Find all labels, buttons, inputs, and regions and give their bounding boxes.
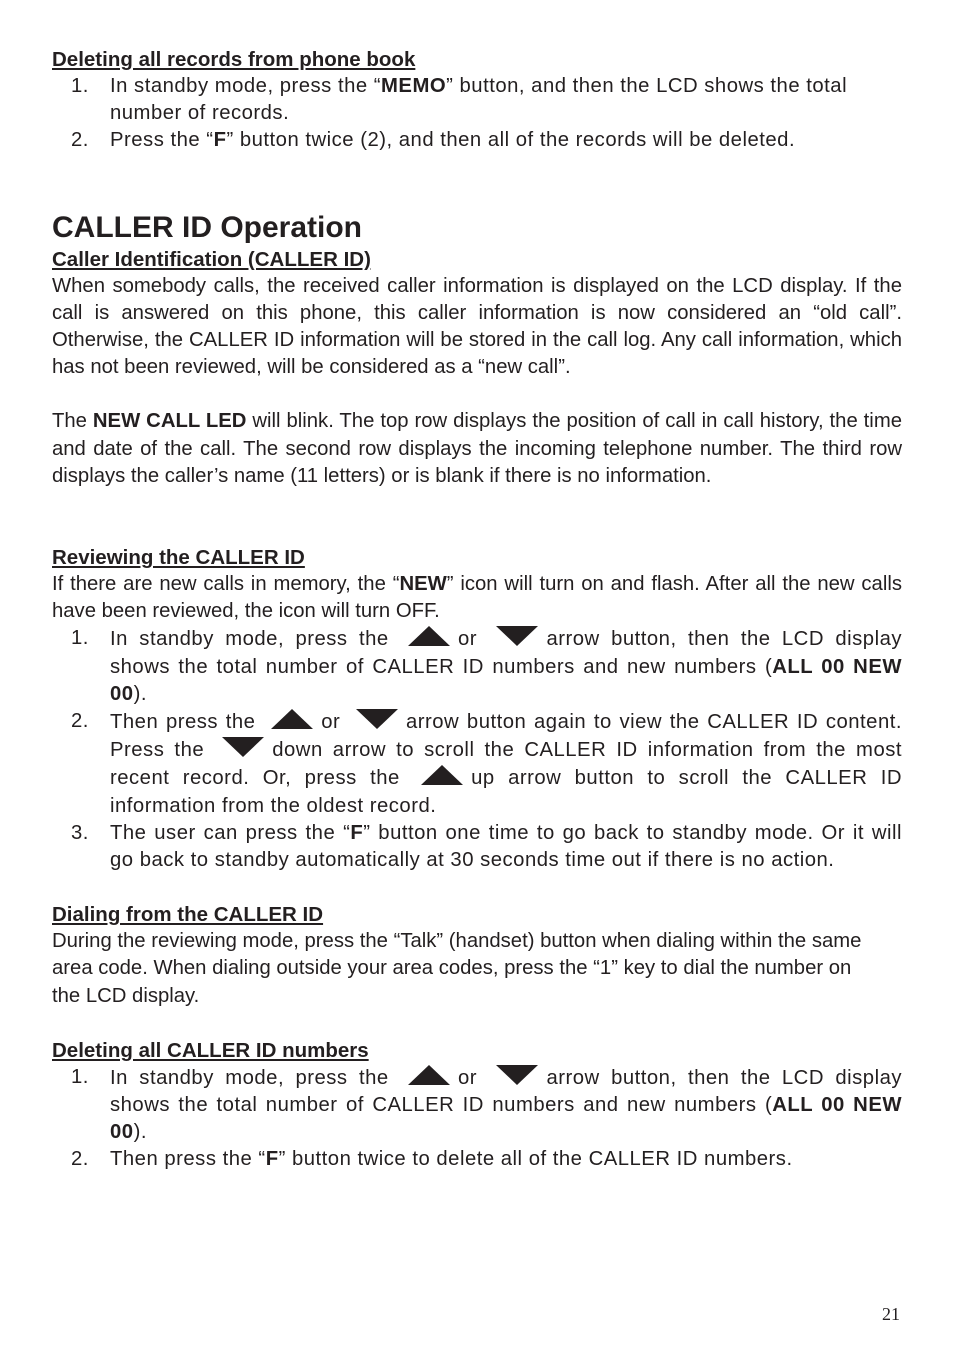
list-item: 1. In standby mode, press the “MEMO” button, and then the LCD shows the total number of records. [71, 75, 848, 125]
list-item: 1. In standby mode, press the or arrow button, then the LCD display shows the total number of CALLER ID numbers and new numbers (ALL 00 NEW 00). [71, 1065, 902, 1144]
new-call-led-paragraph: The NEW CALL LED will blink. The top row displays the position of call in call history, the time and date of the call. The second row displays the incoming telephone number. The third row displays the caller’s name (11 letters) or is blank if there is no information. [52, 410, 902, 487]
section-heading-caller-identification: Caller Identification (CALLER ID) [52, 247, 371, 271]
list-item: 2. Press the “F” button twice (2), and then all of the records will be deleted. [71, 129, 796, 152]
page-title: CALLER ID Operation [52, 210, 363, 244]
reviewing-steps [52, 625, 902, 874]
down-arrow-icon [354, 708, 400, 730]
down-arrow-icon [494, 1064, 540, 1086]
up-arrow-icon [406, 1064, 452, 1086]
list-item: 2. Then press the “F” button twice to delete all of the CALLER ID numbers. [71, 1148, 793, 1171]
up-arrow-icon [406, 625, 452, 647]
list-item: 1. In standby mode, press the or arrow button, then the LCD display shows the total number of CALLER ID numbers and new numbers (ALL 00 NEW 00). [71, 627, 902, 705]
reviewing-paragraph: If there are new calls in memory, the “NEW” icon will turn on and flash. After all the new calls have been reviewed, the icon will turn OFF. [52, 573, 902, 623]
section-heading-reviewing: Reviewing the CALLER ID [52, 546, 305, 570]
manual-page [52, 46, 902, 1174]
up-arrow-icon [419, 764, 465, 786]
list-item: 3. The user can press the “F” button one time to go back to standby mode. Or it will go back to standby automatically at 30 seconds time out if there is no action. [71, 821, 902, 872]
dialing-paragraph: During the reviewing mode, press the “Talk” (handset) button when dialing within the same area code. When dialing outside your area codes, press the “1” key to dial the number on the LCD display. [52, 930, 862, 1007]
delete-phonebook-steps [52, 73, 902, 155]
page-number: 21 [882, 1304, 900, 1324]
section-heading-delete-phonebook: Deleting all records from phone book [52, 48, 416, 71]
delete-caller-id-steps [52, 1064, 902, 1174]
list-item: 2. Then press the or arrow button again to view the CALLER ID content. Press the down arrow to scroll the CALLER ID information from the most recent record. Or, press the up arrow button to scroll the CALLER ID information from the oldest record. [71, 710, 903, 817]
down-arrow-icon [220, 736, 266, 758]
up-arrow-icon [269, 708, 315, 730]
down-arrow-icon [494, 625, 540, 647]
section-heading-delete-caller-id: Deleting all CALLER ID numbers [52, 1038, 369, 1062]
caller-id-paragraph: When somebody calls, the received caller information is displayed on the LCD display. If the call is answered on this phone, this caller information is now considered an “old call”. Otherwise, the CALLER ID information will be stored in the call log. Any call information, which has not been reviewed, will be considered as a “new call”. [52, 274, 902, 379]
section-heading-dialing: Dialing from the CALLER ID [52, 903, 324, 927]
